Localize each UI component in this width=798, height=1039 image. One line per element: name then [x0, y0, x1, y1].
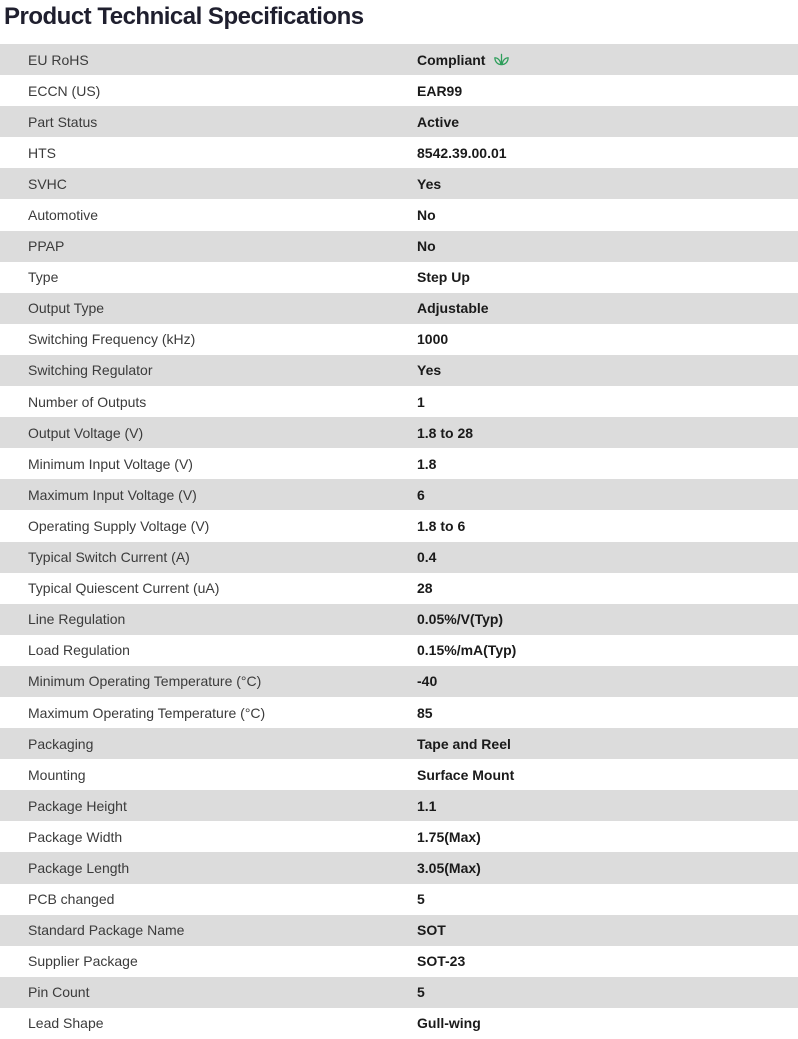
spec-value-cell [417, 456, 436, 472]
spec-label: Output Type [28, 300, 105, 317]
spec-label: Load Regulation [28, 642, 130, 659]
spec-value-cell [417, 953, 465, 969]
spec-value-cell [417, 736, 511, 752]
spec-value-cell [417, 549, 436, 565]
spec-row [0, 977, 798, 1008]
spec-value: SOT [417, 922, 446, 939]
spec-label: Switching Frequency (kHz) [28, 331, 196, 348]
spec-value-cell [417, 425, 473, 441]
spec-label: Output Voltage (V) [28, 424, 144, 441]
spec-row [0, 915, 798, 946]
spec-value-cell [417, 300, 489, 316]
spec-value: Yes [417, 362, 442, 379]
spec-value: Adjustable [417, 300, 489, 317]
spec-value: 1.8 to 28 [417, 424, 474, 441]
spec-row [0, 293, 798, 324]
spec-value: 1.8 to 6 [417, 517, 466, 534]
spec-value-cell [417, 922, 446, 938]
spec-row [0, 44, 798, 75]
spec-label: Part Status [28, 113, 98, 130]
spec-row [0, 884, 798, 915]
spec-label: Package Height [28, 797, 127, 814]
spec-value-cell [417, 798, 436, 814]
spec-row [0, 697, 798, 728]
spec-label: Switching Regulator [28, 362, 153, 379]
spec-label: Supplier Package [28, 953, 138, 970]
spec-label: Package Width [28, 828, 123, 845]
spec-label: Operating Supply Voltage (V) [28, 517, 210, 534]
spec-value-cell [417, 673, 437, 689]
spec-value: EAR99 [417, 82, 463, 99]
spec-value: 1.1 [417, 797, 437, 814]
spec-label: Minimum Operating Temperature (°C) [28, 673, 262, 690]
spec-label: Line Regulation [28, 611, 126, 628]
spec-label: Maximum Input Voltage (V) [28, 486, 197, 503]
spec-value: 0.05%/V(Typ) [417, 611, 504, 628]
spec-row [0, 852, 798, 883]
spec-value: 85 [417, 704, 433, 721]
spec-label: Automotive [28, 207, 99, 224]
spec-row [0, 728, 798, 759]
spec-row [0, 510, 798, 541]
spec-row [0, 417, 798, 448]
spec-label: Maximum Operating Temperature (°C) [28, 704, 266, 721]
spec-value: Yes [417, 175, 442, 192]
spec-row [0, 479, 798, 510]
spec-label: Packaging [28, 735, 94, 752]
spec-row [0, 324, 798, 355]
spec-value: Step Up [417, 269, 470, 286]
spec-value: Active [417, 113, 460, 130]
spec-row [0, 75, 798, 106]
spec-value: No [417, 238, 436, 255]
spec-value: Tape and Reel [417, 735, 511, 752]
spec-label: PPAP [28, 238, 65, 255]
spec-label: ECCN (US) [28, 82, 101, 99]
spec-value: 6 [417, 486, 425, 503]
spec-value-cell [417, 487, 425, 503]
spec-value-cell [417, 83, 462, 99]
spec-label: HTS [28, 144, 56, 161]
spec-value-cell [417, 705, 433, 721]
spec-value-cell [417, 518, 465, 534]
spec-value: Surface Mount [417, 766, 515, 783]
spec-label: Mounting [28, 766, 86, 783]
spec-value-cell [417, 207, 436, 223]
spec-row [0, 106, 798, 137]
spec-label: Typical Switch Current (A) [28, 549, 190, 566]
spec-row [0, 666, 798, 697]
spec-value-cell [417, 642, 516, 658]
spec-value: No [417, 207, 436, 224]
spec-value-cell [417, 114, 459, 130]
spec-row [0, 635, 798, 666]
spec-value-cell [417, 394, 425, 410]
spec-value-cell [417, 860, 481, 876]
spec-value: 5 [417, 984, 425, 1001]
spec-value-cell [417, 269, 470, 285]
spec-value: 1 [417, 393, 425, 410]
spec-value-cell [417, 145, 507, 161]
spec-label: Pin Count [28, 984, 90, 1001]
spec-value: 1000 [417, 331, 449, 348]
spec-label: Standard Package Name [28, 922, 185, 939]
spec-row [0, 1008, 798, 1039]
spec-label: PCB changed [28, 891, 115, 908]
spec-value-cell [417, 176, 441, 192]
spec-label: Lead Shape [28, 1015, 104, 1032]
spec-row [0, 448, 798, 479]
spec-row [0, 262, 798, 293]
spec-value-cell [417, 580, 433, 596]
spec-value: Gull-wing [417, 1015, 481, 1032]
spec-value: 1.8 [417, 455, 437, 472]
spec-value: 0.15%/mA(Typ) [417, 642, 517, 659]
spec-label: Minimum Input Voltage (V) [28, 455, 193, 472]
page-title: Product Technical Specifications [4, 3, 364, 30]
spec-row [0, 946, 798, 977]
spec-row [0, 199, 798, 230]
spec-value: 0.4 [417, 549, 437, 566]
spec-row [0, 137, 798, 168]
spec-row [0, 542, 798, 573]
spec-value: 3.05(Max) [417, 859, 481, 876]
spec-label: Typical Quiescent Current (uA) [28, 580, 220, 597]
spec-label: Package Length [28, 859, 130, 876]
spec-row [0, 231, 798, 262]
spec-label: Number of Outputs [28, 393, 147, 410]
spec-value-cell [417, 1015, 481, 1031]
spec-label: SVHC [28, 175, 67, 192]
spec-row [0, 386, 798, 417]
spec-value-cell [417, 984, 425, 1000]
spec-value: Compliant [417, 51, 486, 68]
spec-row [0, 759, 798, 790]
spec-value-cell [417, 362, 441, 378]
spec-row [0, 573, 798, 604]
spec-row [0, 790, 798, 821]
spec-table [0, 44, 798, 1039]
spec-value: 5 [417, 891, 425, 908]
spec-label: EU RoHS [28, 51, 89, 68]
spec-label: Type [28, 269, 59, 286]
spec-value: 8542.39.00.01 [417, 144, 507, 161]
spec-value: SOT-23 [417, 953, 466, 970]
spec-value: 1.75(Max) [417, 828, 481, 845]
spec-row [0, 821, 798, 852]
spec-value: 28 [417, 580, 433, 597]
spec-value-cell [417, 238, 436, 254]
spec-value-cell [417, 331, 448, 347]
spec-value-cell [417, 767, 514, 783]
spec-row [0, 604, 798, 635]
spec-value-cell [417, 611, 503, 627]
leaf-icon[interactable] [493, 52, 510, 67]
spec-row [0, 168, 798, 199]
spec-value-cell [417, 52, 510, 68]
spec-value-cell [417, 891, 425, 907]
spec-row [0, 355, 798, 386]
spec-value: -40 [417, 673, 438, 690]
spec-value-cell [417, 829, 481, 845]
